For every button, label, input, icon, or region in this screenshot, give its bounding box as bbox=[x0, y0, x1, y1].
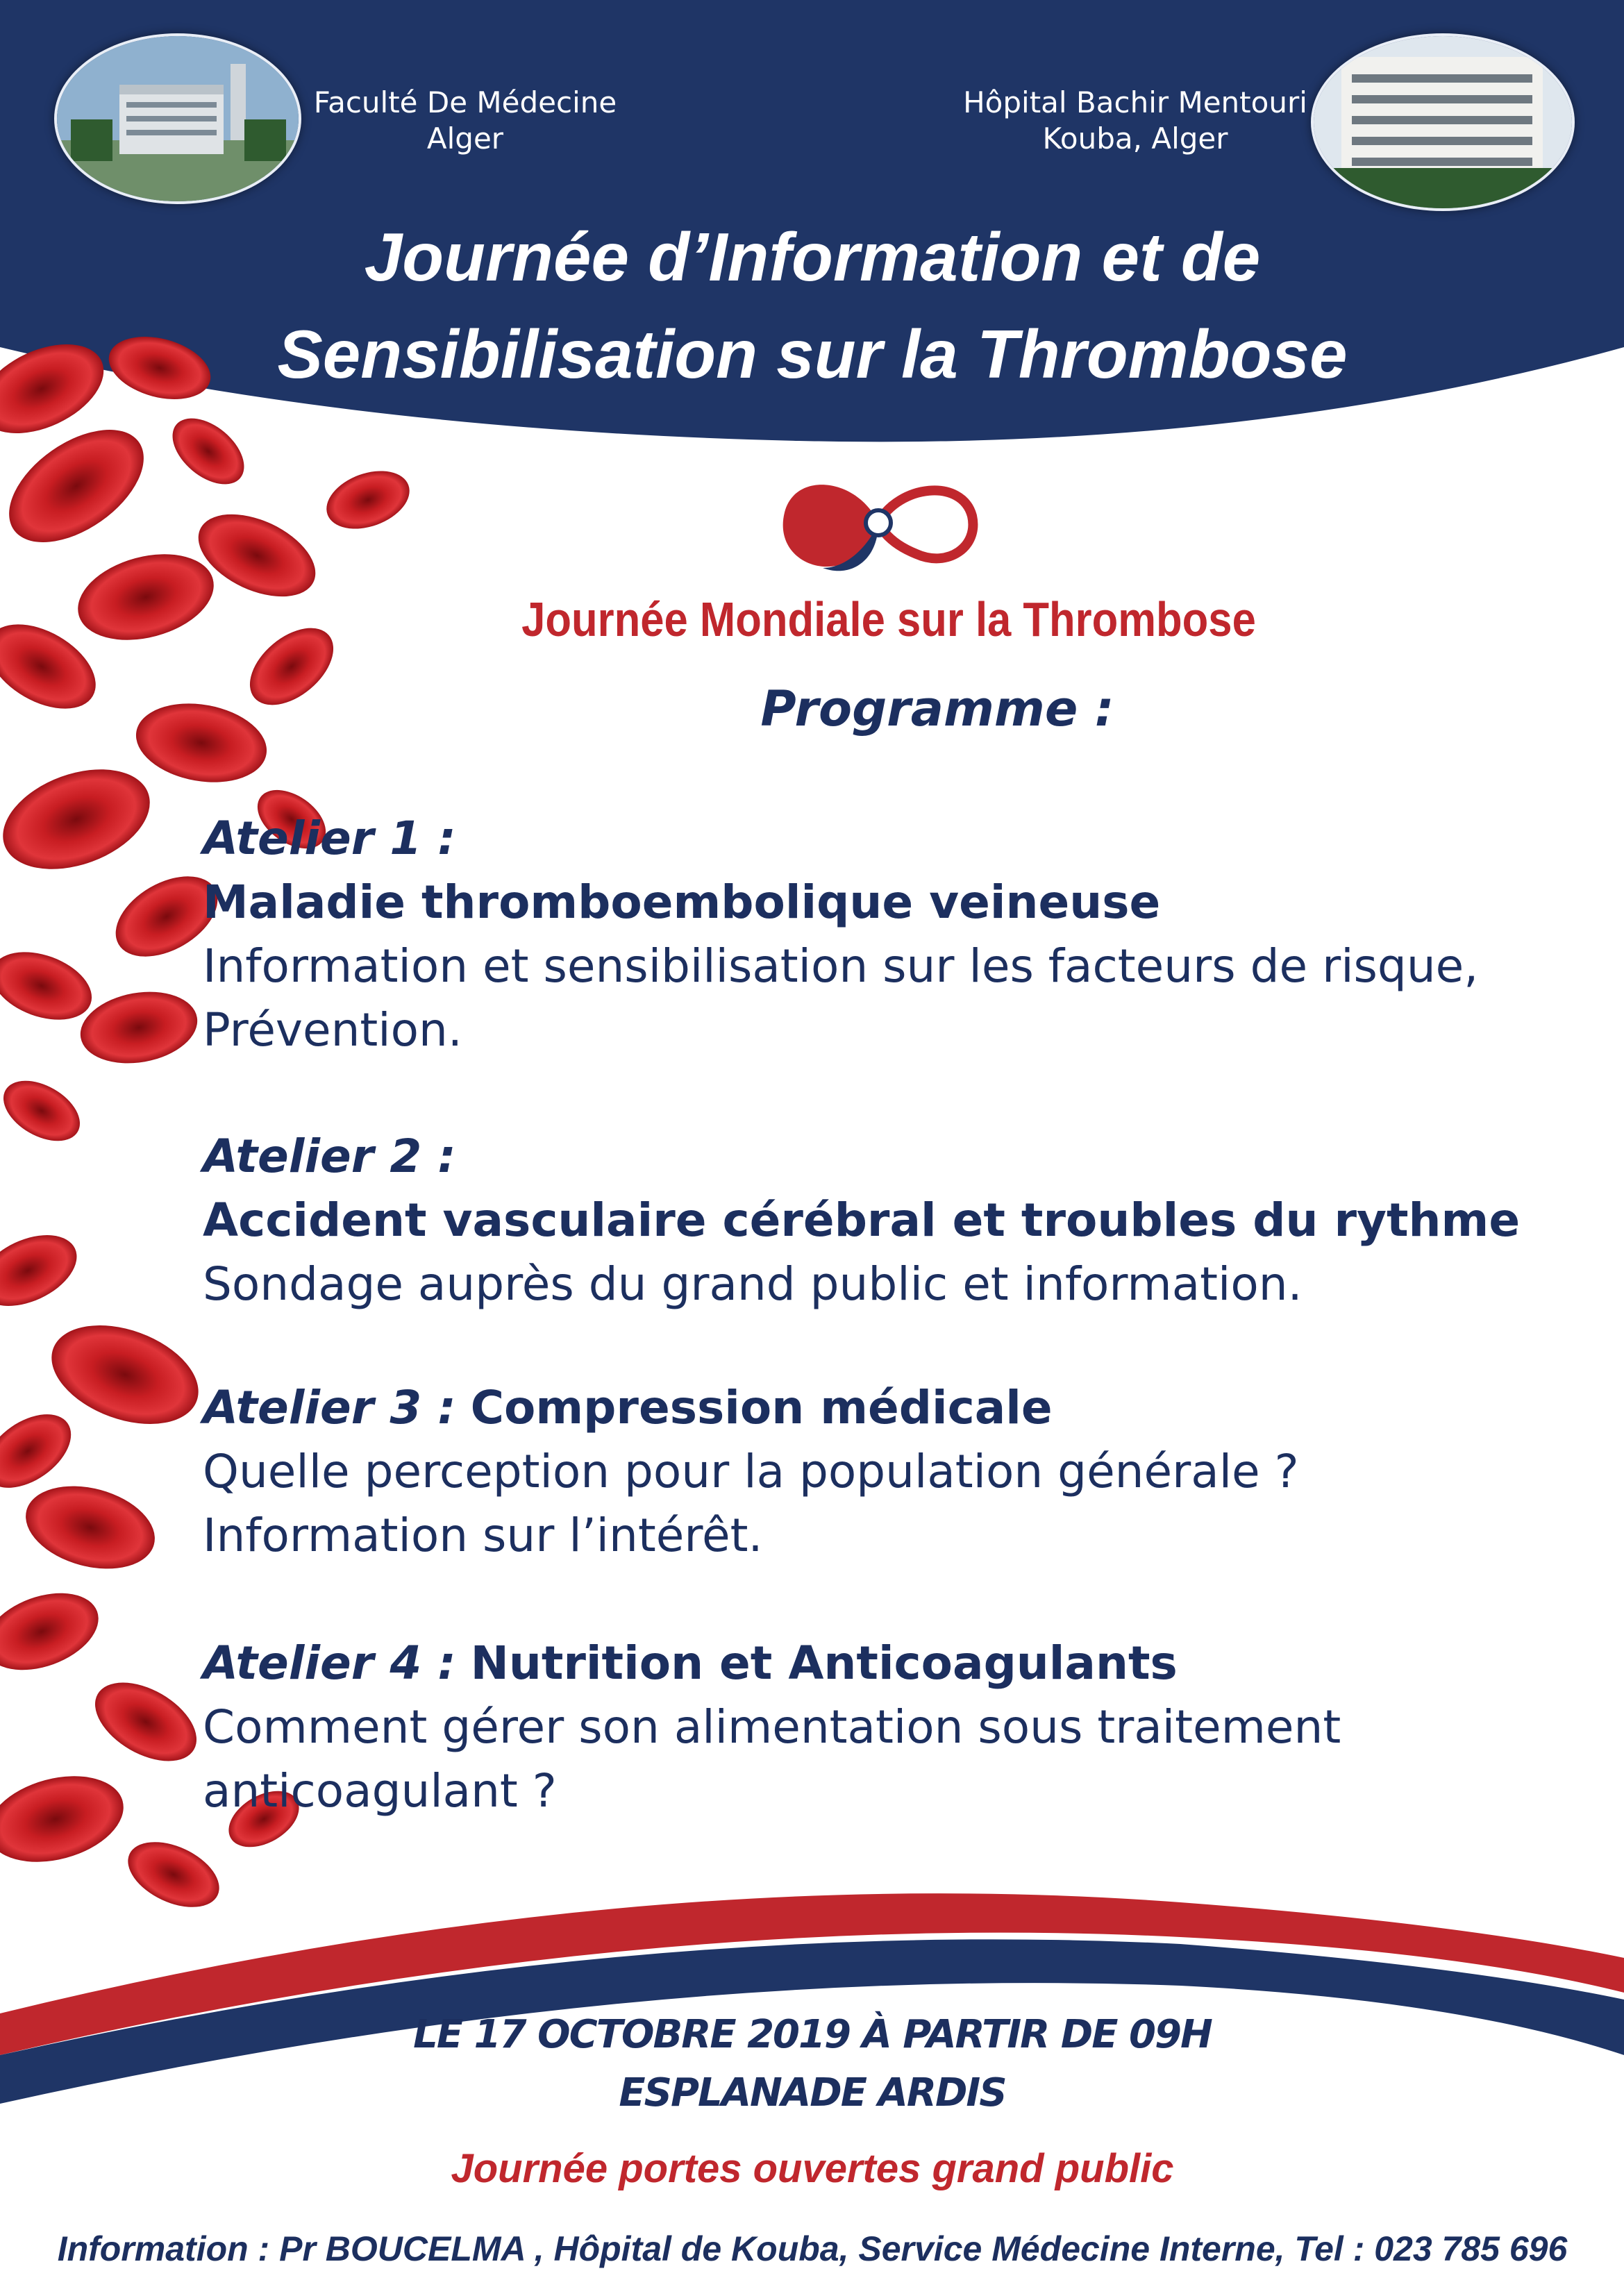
hospital-building-photo bbox=[1311, 33, 1575, 211]
hospital-name-line2: Kouba, Alger bbox=[1042, 121, 1228, 156]
event-place: ESPLANADE ARDIS bbox=[619, 2070, 1006, 2115]
poster-title-line2: Sensibilisation sur la Thrombose bbox=[277, 316, 1348, 392]
atelier-1-label: Atelier 1 : bbox=[203, 812, 456, 865]
poster-title bbox=[118, 208, 1507, 403]
atelier-2 bbox=[203, 1125, 1605, 1316]
world-thrombosis-day-name: Journée Mondiale sur la Thrombose bbox=[521, 592, 1256, 646]
open-day-notice: Journée portes ouvertes grand public bbox=[451, 2146, 1174, 2191]
faculty-name-line2: Alger bbox=[426, 121, 504, 156]
event-date: LE 17 OCTOBRE 2019 À PARTIR DE 09H bbox=[413, 2012, 1212, 2057]
atelier-2-label: Atelier 2 : bbox=[203, 1130, 456, 1183]
world-thrombosis-day-logo-icon bbox=[774, 464, 982, 582]
atelier-4-description-line1: Comment gérer son alimentation sous traitement bbox=[203, 1700, 1341, 1754]
contact-information: Information : Pr BOUCELMA , Hôpital de Kouba, Service Médecine Interne, Tel : 023 785 696 bbox=[57, 2229, 1568, 2268]
atelier-4-label: Atelier 4 : bbox=[203, 1636, 456, 1690]
poster-title-line1: Journée d’Information et de bbox=[364, 219, 1261, 295]
hospital-name bbox=[927, 85, 1343, 157]
hospital-name-line1: Hôpital Bachir Mentouri bbox=[963, 85, 1307, 119]
programme-heading: Programme : bbox=[760, 680, 1114, 737]
atelier-3 bbox=[203, 1376, 1605, 1568]
atelier-2-topic: Accident vasculaire cérébral et troubles du rythme bbox=[203, 1193, 1521, 1247]
atelier-4 bbox=[203, 1632, 1605, 1823]
atelier-3-label: Atelier 3 : bbox=[203, 1381, 456, 1434]
atelier-3-description-line2: Information sur l’intérêt. bbox=[203, 1509, 763, 1562]
faculty-name-line1: Faculté De Médecine bbox=[313, 85, 617, 119]
atelier-1-description-line2: Prévention. bbox=[203, 1003, 462, 1057]
atelier-3-description-line1: Quelle perception pour la population générale ? bbox=[203, 1445, 1299, 1498]
atelier-1-description-line1: Information et sensibilisation sur les facteurs de risque, bbox=[203, 939, 1479, 993]
atelier-4-topic: Nutrition et Anticoagulants bbox=[470, 1636, 1178, 1690]
faculty-name bbox=[264, 85, 667, 157]
atelier-2-description-line1: Sondage auprès du grand public et information. bbox=[203, 1257, 1303, 1311]
atelier-4-description-line2: anticoagulant ? bbox=[203, 1764, 557, 1818]
atelier-3-topic: Compression médicale bbox=[470, 1381, 1053, 1434]
atelier-1 bbox=[203, 807, 1605, 1062]
atelier-1-topic: Maladie thromboembolique veineuse bbox=[203, 875, 1161, 929]
